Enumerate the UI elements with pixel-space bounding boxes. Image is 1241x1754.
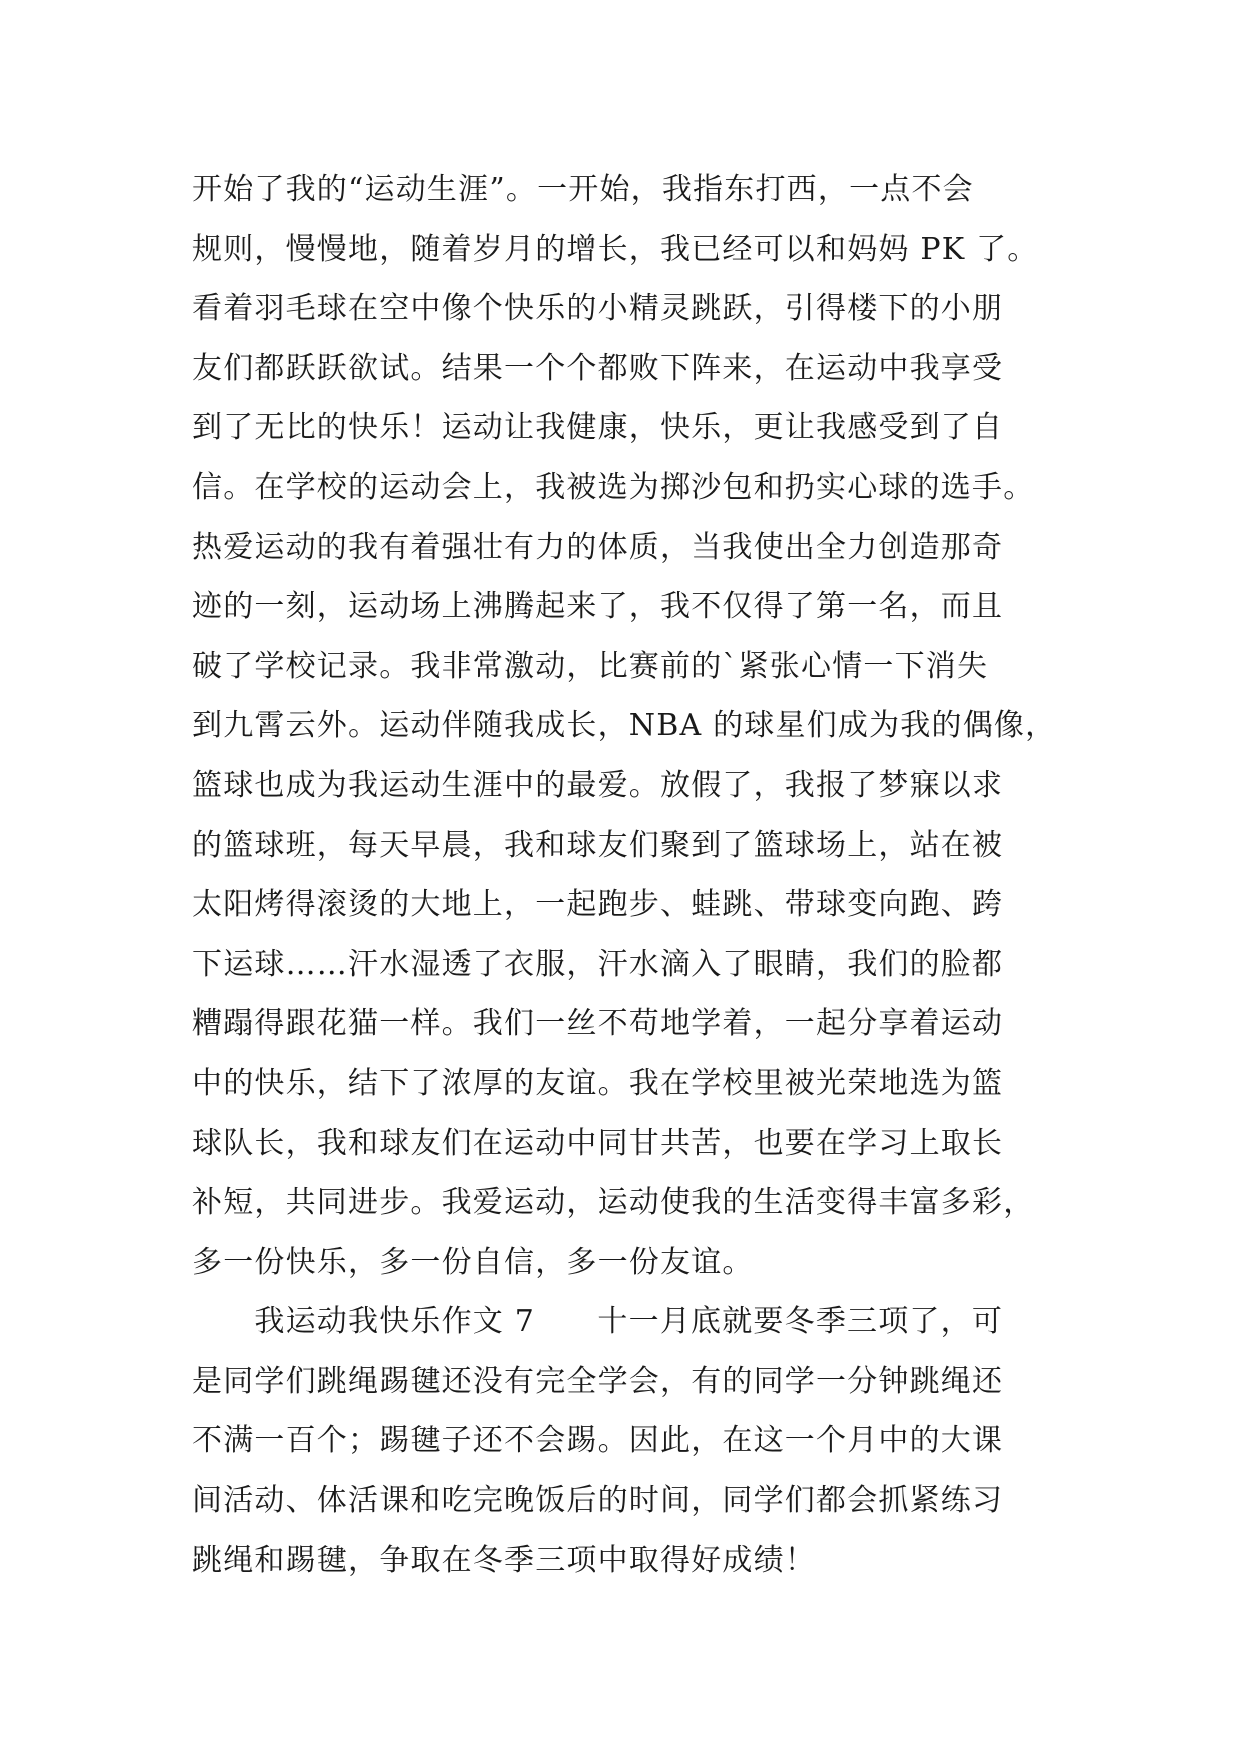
text-line: 中的快乐，结下了浓厚的友谊。我在学校里被光荣地选为篮 [192,1065,1004,1101]
text-line: 破了学校记录。我非常激动，比赛前的`紧张心情一下消失 [192,648,989,684]
text-line: 太阳烤得滚烫的大地上，一起跑步、蛙跳、带球变向跑、跨 [192,887,1004,923]
text-line: 规则，慢慢地，随着岁月的增长，我已经可以和妈妈 PK 了。 [192,231,1039,267]
text-line: 看着羽毛球在空中像个快乐的小精灵跳跃，引得楼下的小朋 [192,291,1004,327]
text-line: 篮球也成为我运动生涯中的最爱。放假了，我报了梦寐以求 [192,767,1004,803]
text-line: 开始了我的“运动生涯”。一开始，我指东打西，一点不会 [192,172,974,207]
text-line: 补短，共同进步。我爱运动，运动使我的生活变得丰富多彩， [192,1185,1035,1221]
section-heading-line: 我运动我快乐作文 7 十一月底就要冬季三项了，可 [192,1304,1004,1340]
text-line: 的篮球班，每天早晨，我和球友们聚到了篮球场上，站在被 [192,827,1004,863]
text-line: 信。在学校的运动会上，我被选为掷沙包和扔实心球的选手。 [192,469,1035,505]
text-line: 糟蹋得跟花猫一样。我们一丝不苟地学着，一起分享着运动 [192,1006,1004,1042]
text-line: 热爱运动的我有着强壮有力的体质，当我使出全力创造那奇 [192,529,1004,565]
text-line: 不满一百个；踢毽子还不会踢。因此，在这一个月中的大课 [192,1423,1004,1459]
text-line: 下运球……汗水湿透了衣服，汗水滴入了眼睛，我们的脸都 [192,946,1004,982]
text-line: 到了无比的快乐！运动让我健康，快乐，更让我感受到了自 [192,410,1004,446]
text-line: 到九霄云外。运动伴随我成长，NBA 的球星们成为我的偶像， [192,708,1057,744]
text-line: 是同学们跳绳踢毽还没有完全学会，有的同学一分钟跳绳还 [192,1363,1004,1399]
text-line: 间活动、体活课和吃完晚饭后的时间，同学们都会抓紧练习 [192,1483,1004,1519]
text-line: 多一份快乐，多一份自信，多一份友谊。 [192,1244,754,1280]
essay-body [192,160,1092,1590]
text-line: 迹的一刻，运动场上沸腾起来了，我不仅得了第一名，而且 [192,589,1004,625]
text-line: 友们都跃跃欲试。结果一个个都败下阵来，在运动中我享受 [192,350,1004,386]
text-line: 跳绳和踢毽，争取在冬季三项中取得好成绩！ [192,1542,816,1578]
text-line: 球队长，我和球友们在运动中同甘共苦，也要在学习上取长 [192,1125,1004,1161]
